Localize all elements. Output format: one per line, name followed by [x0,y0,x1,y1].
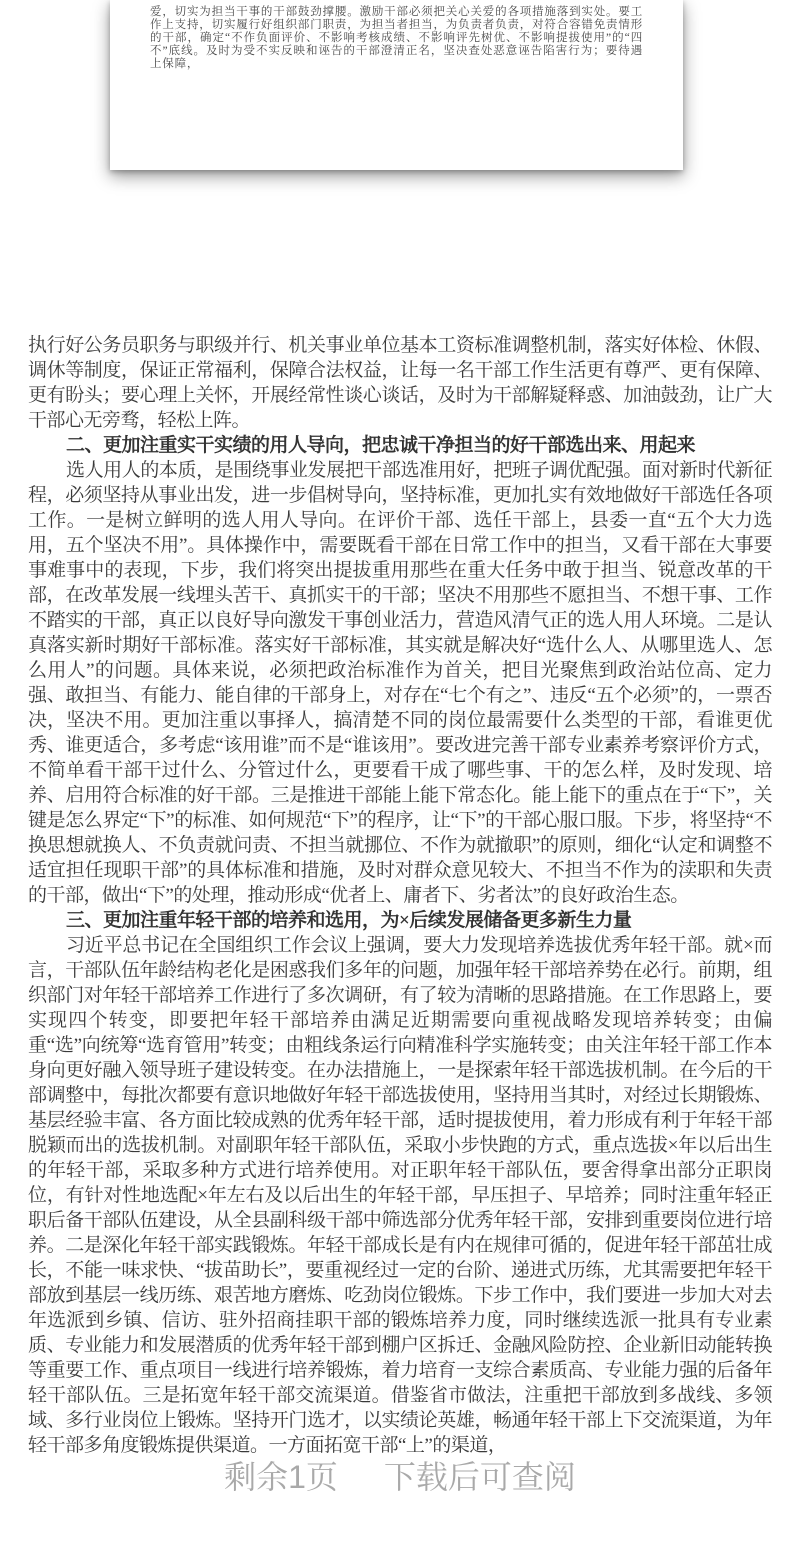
document-paragraph: 执行好公务员职务与职级并行、机关事业单位基本工资标准调整机制，落实好体检、休假、调休等制度，保证正常福利，保障合法权益，让每一名干部工作生活更有尊严、更有保障、更有盼头；要心理上关怀，开展经常性谈心谈话，及时为干部解疑释惑、加油鼓劲，让广大干部心无旁骛，轻松上阵。 [28,335,772,431]
remaining-pages-label: 剩余1页 [224,1459,338,1495]
document-paragraph: 习近平总书记在全国组织工作会议上强调，要大力发现培养选拔优秀年轻干部。就×而言，干部队伍年龄结构老化是困惑我们多年的问题，加强年轻干部培养势在必行。前期，组织部门对年轻干部培养工作进行了多次调研，有了较为清晰的思路措施。在工作思路上，要实现四个转变，即要把年轻干部培养由满足近期需要向重视战略发现培养转变；由偏重“选”向统筹“选育管用”转变；由粗线条运行向精准科学实施转变；由关注年轻干部工作本身向更好融入领导班子建设转变。在办法措施上，一是探索年轻干部选拔机制。在今后的干部调整中，每批次都要有意识地做好年轻干部选拔使用，坚持用当其时，对经过长期锻炼、基层经验丰富、各方面比较成熟的优秀年轻干部，适时提拔使用，着力形成有利于年轻干部脱颖而出的选拔机制。对副职年轻干部队伍，采取小步快跑的方式，重点选拔×年以后出生的年轻干部，采取多种方式进行培养使用。对正职年轻干部队伍，要舍得拿出部分正职岗位，有针对性地选配×年左右及以后出生的年轻干部，早压担子、早培养；同时注重年轻正职后备干部队伍建设，从全县副科级干部中筛选部分优秀年轻干部，安排到重要岗位进行培养。二是深化年轻干部实践锻炼。年轻干部成长是有内在规律可循的，促进年轻干部茁壮成长，不能一味求快、“拔苗助长”，要重视经过一定的台阶、递进式历练，尤其需要把年轻干部放到基层一线历练、艰苦地方磨炼、吃劲岗位锻炼。下步工作中，我们要进一步加大对去年选派到乡镇、信访、驻外招商挂职干部的锻炼培养力度，同时继续选派一批具有专业素质、专业能力和发展潜质的优秀年轻干部到棚户区拆迁、金融风险防控、企业新旧动能转换等重要工作、重点项目一线进行培养锻炼，着力培育一支综合素质高、专业能力强的后备年轻干部队伍。三是拓宽年轻干部交流渠道。借鉴省市做法，注重把干部放到多战线、多领域、多行业岗位上锻炼。坚持开门选才，以实绩论英雄，畅通年轻干部上下交流渠道，为年轻干部多角度锻炼提供渠道。一方面拓宽干部“上”的渠道， [28,935,772,1456]
download-hint-label: 下载后可查阅 [383,1459,576,1495]
page-preview-card [110,0,683,170]
document-content [28,333,772,1458]
section-heading-3: 三、更加注重年轻干部的培养和选用，为×后续发展储备更多新生力量 [66,910,632,931]
section-heading-2: 二、更加注重实干实绩的用人导向，把忠诚干净担当的好干部选出来、用起来 [66,435,696,456]
remaining-pages-notice [0,1452,800,1498]
preview-page-text: 爱，切实为担当干事的干部鼓劲撑腰。激励干部必须把关心关爱的各项措施落到实处。要工作上支持，切实履行好组织部门职责，为担当者担当，为负责者负责，对符合容错免责情形的干部，确定“不作负面评价、不影响考核成绩、不影响评先树优、不影响提拔使用”的“四不”底线。及时为受不实反映和诬告的干部澄清正名，坚决查处恶意诬告陷害行为；要待遇上保障， [150,6,643,70]
document-paragraph: 选人用人的本质，是围绕事业发展把干部选准用好，把班子调优配强。面对新时代新征程，必须坚持从事业出发，进一步倡树导向，坚持标准，更加扎实有效地做好干部选任各项工作。一是树立鲜明的选人用人导向。在评价干部、选任干部上，县委一直“五个大力选用，五个坚决不用”。具体操作中，需要既看干部在日常工作中的担当，又看干部在大事要事难事中的表现，下步，我们将突出提拔重用那些在重大任务中敢于担当、锐意改革的干部，在改革发展一线埋头苦干、真抓实干的干部；坚决不用那些不愿担当、不想干事、工作不踏实的干部，真正以良好导向激发干事创业活力，营造风清气正的选人用人环境。二是认真落实新时期好干部标准。落实好干部标准，其实就是解决好“选什么人、从哪里选人、怎么用人”的问题。具体来说，必须把政治标准作为首关，把目光聚焦到政治站位高、定力强、敢担当、有能力、能自律的干部身上，对存在“七个有之”、违反“五个必须”的，一票否决，坚决不用。更加注重以事择人，搞清楚不同的岗位最需要什么类型的干部，看谁更优秀、谁更适合，多考虑“该用谁”而不是“谁该用”。要改进完善干部专业素养考察评价方式，不简单看干部干过什么、分管过什么，更要看干成了哪些事、干的怎么样，及时发现、培养、启用符合标准的好干部。三是推进干部能上能下常态化。能上能下的重点在于“下”，关键是怎么界定“下”的标准、如何规范“下”的程序，让“下”的干部心服口服。下步，将坚持“不换思想就换人、不负责就问责、不担当就挪位、不作为就撤职”的原则，细化“认定和调整不适宜担任现职干部”的具体标准和措施，及时对群众意见较大、不担当不作为的渎职和失责的干部，做出“下”的处理，推动形成“优者上、庸者下、劣者汰”的良好政治生态。 [28,460,772,906]
